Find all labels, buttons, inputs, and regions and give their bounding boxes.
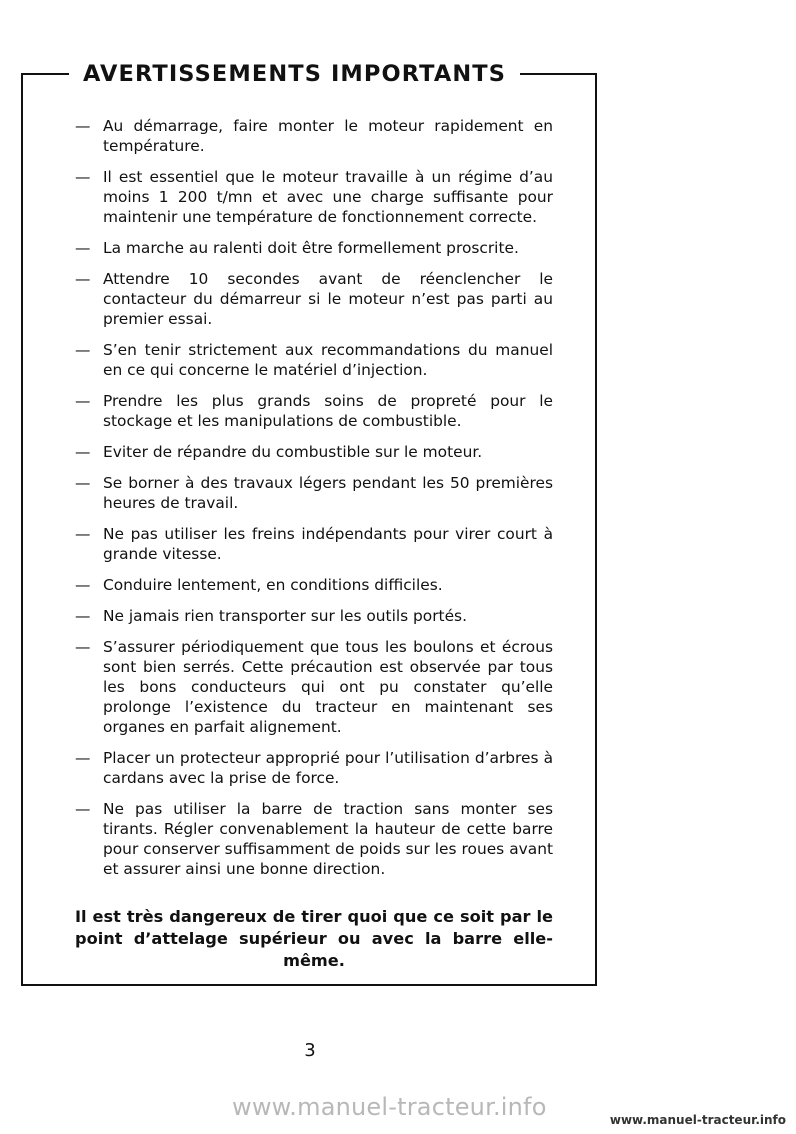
- dash-bullet: —: [75, 749, 91, 767]
- item-text: Ne jamais rien transporter sur les outils portés.: [103, 607, 467, 625]
- item-text: Conduire lentement, en conditions difficiles.: [103, 576, 443, 594]
- page-title: AVERTISSEMENTS IMPORTANTS: [69, 61, 520, 87]
- item-text: Il est essentiel que le moteur travaille à un régime d’au moins 1 200 t/mn et avec une charge suffisante pour maintenir une température de fonctionnement correcte.: [103, 168, 553, 226]
- dash-bullet: —: [75, 168, 91, 186]
- bold-warning-paragraph: Il est très dangereux de tirer quoi que ce soit par le point d’attelage supérieur ou avec la barre elle-même.: [75, 907, 553, 970]
- list-item: [75, 799, 553, 879]
- list-item: [75, 637, 553, 737]
- item-text: Au démarrage, faire monter le moteur rapidement en température.: [103, 117, 553, 155]
- title-row: [21, 58, 597, 90]
- list-item: [75, 391, 553, 431]
- list-item: [75, 340, 553, 380]
- item-text: Prendre les plus grands soins de propreté pour le stockage et les manipulations de combustible.: [103, 392, 553, 430]
- list-item: [75, 748, 553, 788]
- item-text: Attendre 10 secondes avant de réenclencher le contacteur du démarreur si le moteur n’est pas parti au premier essai.: [103, 270, 553, 328]
- list-item: [75, 116, 553, 156]
- watermark-center: www.manuel-tracteur.info: [232, 1093, 547, 1121]
- list-item: [75, 473, 553, 513]
- item-text: La marche au ralenti doit être formellement proscrite.: [103, 239, 519, 257]
- dash-bullet: —: [75, 341, 91, 359]
- page-number: 3: [304, 1040, 316, 1061]
- dash-bullet: —: [75, 443, 91, 461]
- warning-list: [75, 116, 553, 890]
- dash-bullet: —: [75, 270, 91, 288]
- title-rule-left: [21, 73, 69, 75]
- item-text: Ne pas utiliser la barre de traction sans monter ses tirants. Régler convenablement la hauteur de cette barre pour conserver suffisamment de poids sur les roues avant et assurer ainsi une bonne direction.: [103, 800, 553, 878]
- item-text: Placer un protecteur approprié pour l’utilisation d’arbres à cardans avec la prise de force.: [103, 749, 553, 787]
- list-item: [75, 442, 553, 462]
- list-item: [75, 575, 553, 595]
- dash-bullet: —: [75, 392, 91, 410]
- list-item: [75, 524, 553, 564]
- title-rule-right: [520, 73, 597, 75]
- list-item: [75, 167, 553, 227]
- dash-bullet: —: [75, 800, 91, 818]
- item-text: S’en tenir strictement aux recommandations du manuel en ce qui concerne le matériel d’injection.: [103, 341, 553, 379]
- dash-bullet: —: [75, 607, 91, 625]
- watermark-link[interactable]: www.manuel-tracteur.info: [609, 1113, 786, 1127]
- list-item: [75, 269, 553, 329]
- dash-bullet: —: [75, 525, 91, 543]
- item-text: Se borner à des travaux légers pendant les 50 premières heures de travail.: [103, 474, 553, 512]
- list-item: [75, 238, 553, 258]
- dash-bullet: —: [75, 576, 91, 594]
- item-text: S’assurer périodiquement que tous les boulons et écrous sont bien serrés. Cette précaution est observée par tous les bons conducteurs qui ont pu constater qu’elle prolonge l’existence du tracteur en maintenant ses organes en parfait alignement.: [103, 638, 553, 736]
- dash-bullet: —: [75, 239, 91, 257]
- item-text: Eviter de répandre du combustible sur le moteur.: [103, 443, 483, 461]
- dash-bullet: —: [75, 638, 91, 656]
- item-text: Ne pas utiliser les freins indépendants pour virer court à grande vitesse.: [103, 525, 553, 563]
- dash-bullet: —: [75, 474, 91, 492]
- list-item: [75, 606, 553, 626]
- dash-bullet: —: [75, 117, 91, 135]
